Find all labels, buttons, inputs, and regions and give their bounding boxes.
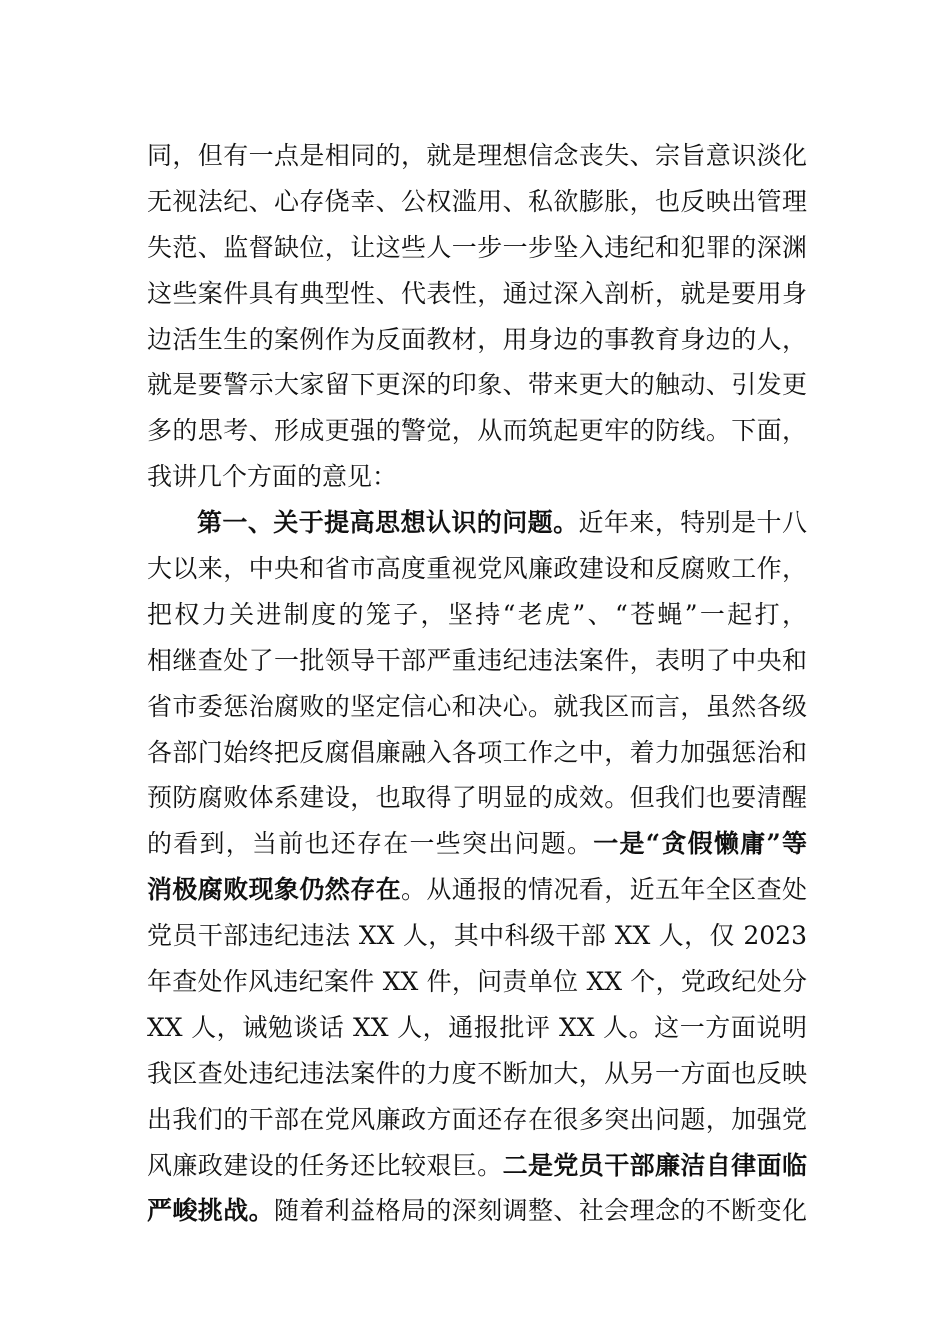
text-line: 出我们的干部在党风廉政方面还存在很多突出问题，加强党 [147, 1104, 807, 1134]
text-line: 大以来，中央和省市高度重视党风廉政建设和反腐败工作， [147, 554, 807, 584]
text-line: 把权力关进制度的笼子，坚持“老虎”、“苍蝇”一起打， [147, 599, 807, 629]
text-line: 同，但有一点是相同的，就是理想信念丧失、宗旨意识淡化 [147, 141, 807, 170]
text-line: 省市委惩治腐败的坚定信心和决心。就我区而言，虽然各级 [147, 691, 807, 721]
document-body [147, 133, 807, 1234]
text-line: 风廉政建设的任务还比较艰巨。二是党员干部廉洁自律面临 [147, 1150, 807, 1180]
text-line: XX 人，诫勉谈话 XX 人，通报批评 XX 人。这一方面说明 [147, 1012, 807, 1042]
text-line: 边活生生的案例作为反面教材，用身边的事教育身边的人， [147, 324, 807, 354]
point-heading: 消极腐败现象仍然存在 [147, 875, 401, 905]
text-line: 就是要警示大家留下更深的印象、带来更大的触动、引发更 [147, 370, 807, 400]
text-line: 这些案件具有典型性、代表性，通过深入剖析，就是要用身 [147, 278, 807, 308]
text-line: 年查处作风违纪案件 XX 件，问责单位 XX 个，党政纪处分 [147, 967, 807, 997]
text-line: 的看到，当前也还存在一些突出问题。一是“贪假懒庸”等 [147, 829, 807, 859]
text-line: 我区查处违纪违法案件的力度不断加大，从另一方面也反映 [147, 1058, 807, 1088]
point-heading: 一是“贪假懒庸”等 [593, 829, 807, 859]
text-line: 各部门始终把反腐倡廉融入各项工作之中，着力加强惩治和 [147, 737, 807, 767]
text-line: 多的思考、形成更强的警觉，从而筑起更牢的防线。下面， [147, 416, 807, 446]
text-line: 严峻挑战。随着利益格局的深刻调整、社会理念的不断变化 [147, 1196, 807, 1226]
text-line: 无视法纪、心存侥幸、公权滥用、私欲膨胀，也反映出管理 [147, 186, 807, 216]
point-heading: 严峻挑战。 [147, 1196, 274, 1226]
text-line: 预防腐败体系建设，也取得了明显的成效。但我们也要清醒 [147, 783, 807, 813]
section-heading: 第一、关于提高思想认识的问题。 [197, 508, 579, 538]
text-line: 我讲几个方面的意见： [147, 462, 398, 492]
text-line: 相继查处了一批领导干部严重违纪违法案件，表明了中央和 [147, 645, 807, 675]
text-line: 消极腐败现象仍然存在。从通报的情况看，近五年全区查处 [147, 875, 807, 905]
text-line: 党员干部违纪违法 XX 人，其中科级干部 XX 人，仅 2023 [147, 921, 807, 951]
section-heading-line: 第一、关于提高思想认识的问题。近年来，特别是十八 [197, 508, 807, 538]
text-line: 失范、监督缺位，让这些人一步一步坠入违纪和犯罪的深渊 [147, 232, 807, 262]
point-heading: 二是党员干部廉洁自律面临 [502, 1150, 807, 1180]
